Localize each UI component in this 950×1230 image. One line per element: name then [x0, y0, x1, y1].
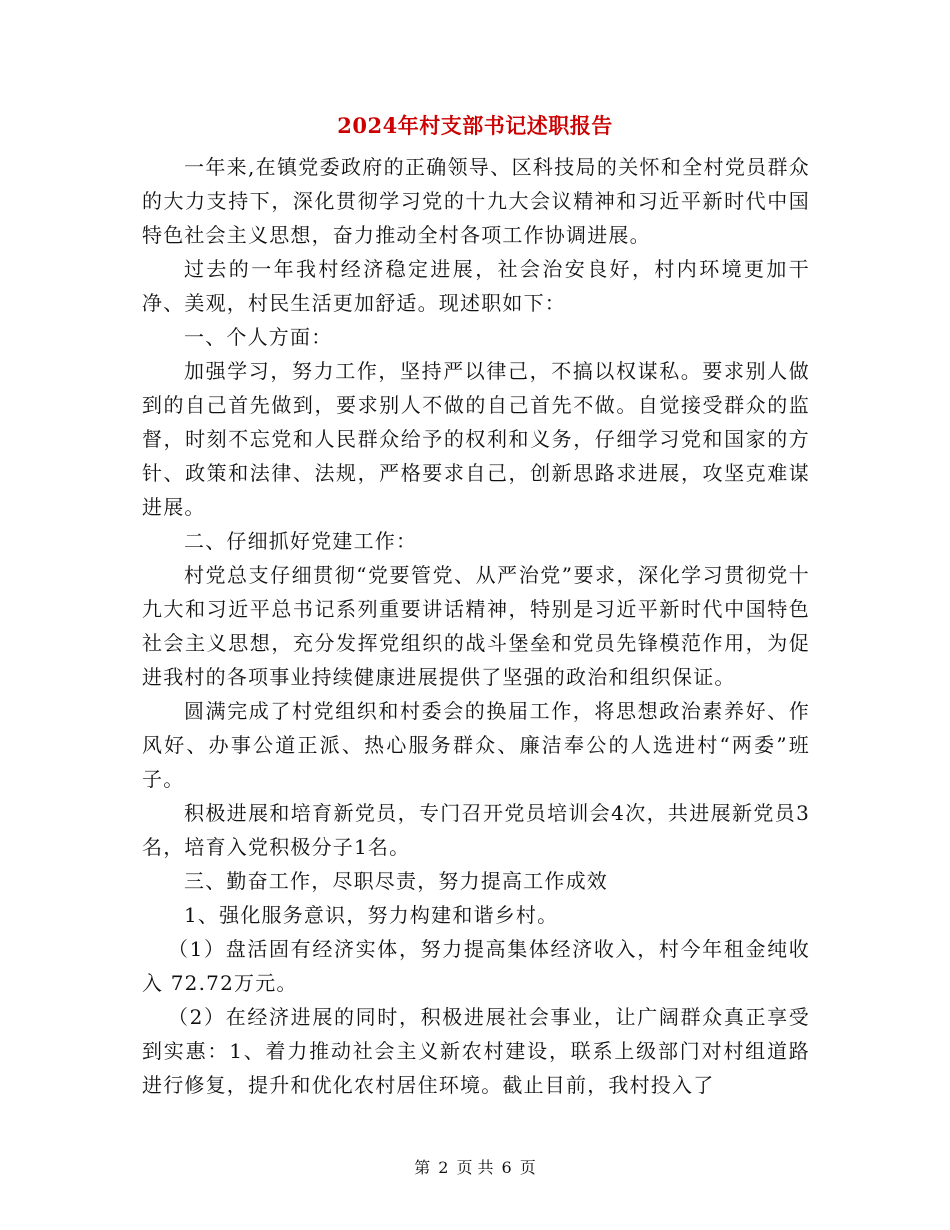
- footer-prefix: 第: [414, 1158, 431, 1177]
- list-item-economy: （1）盘活固有经济实体，努力提高集体经济收入，村今年租金纯收入 72.72万元。: [142, 937, 810, 995]
- paragraph-election: 圆满完成了村党组织和村委会的换届工作，将思想政治素养好、作风好、办事公道正派、热心服务群众、廉洁奉公的人选进村“两委”班子。: [142, 699, 810, 791]
- footer-page-number: 2: [438, 1158, 449, 1177]
- section-heading-personal: 一、个人方面：: [184, 325, 333, 349]
- list-item-social: （2）在经济进展的同时，积极进展社会事业，让广阔群众真正享受到实惠：1、着力推动社会主义新农村建设，联系上级部门对村组道路进行修复，提升和优化农村居住环境。截止目前，我村投入了: [142, 1005, 810, 1097]
- document-title: 2024年村支部书记述职报告: [337, 113, 613, 138]
- paragraph-summary: 过去的一年我村经济稳定进展，社会治安良好，村内环境更加干净、美观，村民生活更加舒适。现述职如下：: [142, 257, 810, 315]
- footer-total-pages: 6: [501, 1158, 512, 1177]
- subsection-heading-service: 1、强化服务意识，努力构建和谐乡村。: [184, 903, 559, 927]
- footer-middle: 页 共: [456, 1158, 494, 1177]
- page-footer: [0, 1155, 950, 1178]
- paragraph-members: 积极进展和培育新党员，专门召开党员培训会4次，共进展新党员3名，培育入党积极分子1名。: [142, 801, 810, 859]
- section-heading-party: 二、仔细抓好党建工作：: [184, 529, 418, 553]
- section-heading-work: 三、勤奋工作，尽职尽责，努力提高工作成效: [184, 869, 608, 893]
- footer-suffix: 页: [519, 1158, 536, 1177]
- paragraph-intro: 一年来,在镇党委政府的正确领导、区科技局的关怀和全村党员群众的大力支持下，深化贯彻学习党的十九大会议精神和习近平新时代中国特色社会主义思想，奋力推动全村各项工作协调进展。: [142, 155, 810, 247]
- document-body: [142, 150, 810, 1102]
- paragraph-personal: 加强学习，努力工作，坚持严以律己，不搞以权谋私。要求别人做到的自己首先做到，要求别人不做的自己首先不做。自觉接受群众的监督，时刻不忘党和人民群众给予的权利和义务，仔细学习党和国家的方针、政策和法律、法规，严格要求自己，创新思路求进展，攻坚克难谋进展。: [142, 359, 810, 519]
- paragraph-party: 村党总支仔细贯彻“党要管党、从严治党”要求，深化学习贯彻党十九大和习近平总书记系列重要讲话精神，特别是习近平新时代中国特色社会主义思想，充分发挥党组织的战斗堡垒和党员先锋模范作用，为促进我村的各项事业持续健康进展提供了坚强的政治和组织保证。: [142, 563, 810, 689]
